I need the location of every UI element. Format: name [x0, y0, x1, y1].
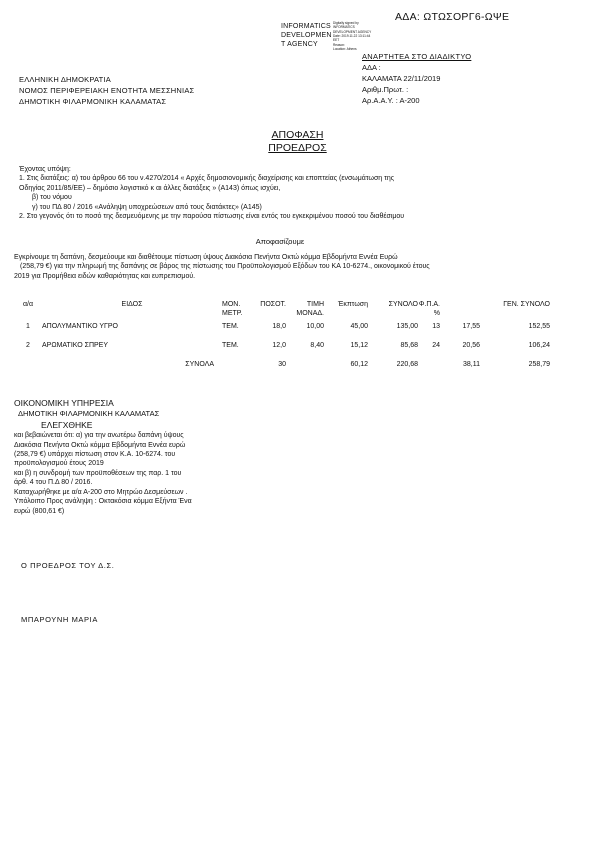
issuer-line: ΝΟΜΟΣ ΠΕΡΙΦΕΡΕΙΑΚΗ ΕΝΟΤΗΤΑ ΜΕΣΣΗΝΙΑΣ [19, 85, 195, 95]
financial-line: και β) η συνδρομή των προϋποθέσεων της παρ. 1 του [14, 469, 182, 477]
cell-discount: 15,12 [350, 342, 368, 349]
signature-title: Ο ΠΡΟΕΔΡΟΣ ΤΟΥ Δ.Σ. [21, 561, 115, 570]
approval-line: (258,79 €) για την πληρωμή της δαπάνης σε βάρος της πίστωσης του Προϋπολογισμού Εξόδων του ΚΑ 10-6274., οικονομικού έτους [20, 263, 430, 271]
header-price-line: ΜΟΝΑΔ. [296, 309, 324, 317]
financial-line: ευρώ (800,61 €) [14, 507, 65, 515]
financial-line: άρθ. 4 του Π.Δ 80 / 2016. [14, 479, 93, 487]
consideration-line: β) του νόμου [32, 194, 72, 202]
financial-line: (258,79 €) υπάρχει πίστωση στον Κ.Α. 10-6274. του [14, 450, 176, 458]
cell-total: 85,68 [400, 342, 418, 349]
financial-checked: ΕΛΕΓΧΘΗΚΕ [41, 419, 93, 430]
totals-total: 220,68 [396, 361, 418, 368]
header-discount: Έκπτωση [337, 301, 368, 308]
document-meta [362, 63, 440, 107]
header-vat-line: Φ.Π.Α. [418, 301, 440, 308]
cell-desc: ΑΠΟΛΥΜΑΝΤΙΚΟ ΥΓΡΟ [42, 323, 118, 330]
meta-date: ΚΑΛΑΜΑΤΑ 22/11/2019 [362, 73, 441, 83]
cell-vat: 20,56 [462, 342, 480, 349]
consideration-line: Οδηγίας 2011/85/ΕΕ) – δημόσιο λογιστικό κ αι άλλες διατάξεις » (Α143) όπως ισχύει, [19, 184, 281, 192]
cell-vat-percent: 24 [432, 342, 440, 349]
cell-grand-total: 152,55 [528, 323, 550, 330]
cell-aa: 2 [26, 342, 30, 349]
header-price [286, 301, 324, 323]
signature-name: ΜΠΑΡΟΥΝΗ ΜΑΡΙΑ [21, 615, 98, 624]
header-aa: α/α [22, 301, 34, 308]
issuer-line: ΕΛΛΗΝΙΚΗ ΔΗΜΟΚΡΑΤΙΑ [19, 75, 111, 84]
header-total: ΣΥΝΟΛΟ [388, 301, 418, 308]
header-unit [222, 301, 256, 323]
financial-line: Διακόσια Πενήντα Οκτώ κόμμα Εβδομήντα Εννέα ευρώ [14, 441, 186, 449]
digital-signature-stamp [281, 22, 332, 49]
cell-grand-total: 106,24 [528, 342, 550, 349]
table-row [14, 342, 550, 361]
items-table [14, 301, 550, 379]
header-vat-line: % [433, 309, 440, 317]
header-unit-line: ΜΕΤΡ. [222, 309, 243, 317]
financial-line: και βεβαιώνεται ότι: α) για την ανωτέρω δαπάνη ύψους [14, 432, 184, 440]
issuer-block [19, 75, 194, 108]
decision-title [0, 129, 595, 154]
totals-empty [418, 361, 440, 379]
cell-qty: 12,0 [272, 342, 286, 349]
header-vat [440, 301, 480, 323]
cell-discount: 45,00 [350, 323, 368, 330]
consideration-line: 1. Στις διατάξεις: α) του άρθρου 66 του ν.4270/2014 « Αρχές δημοσιονομικής διαχείρισης και εποπτείας (ενσωμάτωση της [19, 175, 395, 183]
financial-line: προϋπολογισμού έτους 2019 [14, 460, 104, 468]
stamp-detail-line: INFORMATICS [333, 25, 355, 30]
cell-unit: ΤΕΜ. [222, 323, 239, 330]
meta-protocol: Αριθμ.Πρωτ. : [362, 84, 409, 94]
header-vat-percent [418, 301, 440, 323]
approval-line: 2019 για Προμήθεια ειδών καθαριότητας και ευπρεπισμού. [14, 272, 196, 280]
approval-line: Εγκρίνουμε τη δαπάνη, δεσμεύουμε και διαθέτουμε πίστωση ύψους Διακόσια Πενήντα Οκτώ κόμμα Εβδομήντα Εννέα Ευρώ [14, 254, 398, 261]
resolve-label: Αποφασίζουμε [255, 237, 305, 246]
cell-vat: 17,55 [462, 323, 480, 330]
meta-ada: ΑΔΑ : [362, 63, 381, 72]
stamp-detail-line: Reason: [333, 42, 345, 47]
cell-qty: 18,0 [272, 323, 286, 330]
totals-empty [222, 361, 256, 379]
ada-header: ΑΔΑ: ΩΤΩΣΟΡΓ6-ΩΨΕ [395, 11, 510, 23]
stamp-detail-line: EET [333, 38, 340, 43]
financial-line: Καταχωρήθηκε με α/α Α-200 στο Μητρώο Δεσμεύσεων . [14, 488, 188, 496]
totals-grand-total: 258,79 [528, 361, 550, 368]
totals-vat: 38,11 [463, 361, 480, 368]
cell-total: 135,00 [396, 323, 418, 330]
header-unit-line: ΜΟΝ. [222, 301, 241, 308]
cell-desc: ΑΡΩΜΑΤΙΚΟ ΣΠΡΕΥ [42, 342, 109, 349]
cell-vat-percent: 13 [432, 323, 440, 330]
table-row [14, 323, 550, 342]
decision-title-line: ΑΠΟΦΑΣΗ [271, 129, 324, 141]
stamp-line: DEVELOPMEN [281, 32, 332, 40]
meta-aay: Αρ.Α.Α.Υ. : Α-200 [362, 95, 420, 105]
table-header-row [14, 301, 550, 323]
consideration-line: Έχοντας υπόψη: [19, 166, 71, 173]
cell-price: 10,00 [306, 323, 324, 330]
table-totals-row [14, 361, 550, 379]
stamp-detail-line: Date: 2019.11.22 13:11:44 [333, 33, 371, 38]
issuer-line: ΔΗΜΟΤΙΚΗ ΦΙΛΑΡΜΟΝΙΚΗ ΚΑΛΑΜΑΤΑΣ [19, 96, 167, 106]
stamp-line: INFORMATICS [281, 23, 331, 30]
publication-title: ΑΝΑΡΤΗΤΕΑ ΣΤΟ ΔΙΑΔΙΚΤΥΟ [362, 52, 472, 61]
totals-empty [286, 361, 324, 379]
financial-org: ΔΗΜΟΤΙΚΗ ΦΙΛΑΡΜΟΝΙΚΗ ΚΑΛΑΜΑΤΑΣ [18, 409, 160, 419]
financial-service-block [14, 398, 264, 516]
stamp-line: T AGENCY [281, 41, 318, 49]
cell-aa: 1 [26, 323, 30, 330]
totals-qty: 30 [278, 361, 286, 368]
consideration-line: 2. Στο γεγονός ότι το ποσό της δεσμευόμενης με την παρούσα πίστωσης είναι εντός του εγκεκριμένου ποσού του διαθέσιμου [19, 213, 405, 221]
totals-discount: 60,12 [350, 361, 368, 368]
totals-empty [14, 361, 42, 379]
approval-paragraph [14, 253, 574, 281]
stamp-detail-line: Location: Athens [333, 46, 357, 51]
financial-line: Υπόλοιπο Προς ανάληψη : Οκτακόσια κόμμα Εξήντα Ένα [14, 498, 192, 506]
decision-title-line: ΠΡΟΕΔΡΟΣ [268, 141, 327, 154]
stamp-detail-line: DEVELOPMENT AGENCY [333, 29, 372, 34]
financial-title: ΟΙΚΟΝΟΜΙΚΗ ΥΠΗΡΕΣΙΑ [14, 398, 114, 408]
header-grand-total: ΓΕΝ. ΣΥΝΟΛΟ [503, 301, 550, 308]
consideration-line: γ) του ΠΔ 80 / 2016 «Ανάληψη υποχρεώσεων από τους διατάκτες» (Α145) [32, 203, 262, 211]
considerations [19, 165, 539, 222]
header-price-line: ΤΙΜΗ [306, 301, 324, 308]
totals-label: ΣΥΝΟΛΑ [185, 361, 214, 368]
header-qty: ΠΟΣΟΤ. [260, 301, 286, 308]
cell-unit: ΤΕΜ. [222, 342, 239, 349]
cell-price: 8,40 [310, 342, 324, 349]
stamp-detail [333, 21, 371, 51]
header-desc: ΕΙΔΟΣ [121, 301, 143, 308]
stamp-detail-line: Digitally signed by [333, 21, 359, 25]
